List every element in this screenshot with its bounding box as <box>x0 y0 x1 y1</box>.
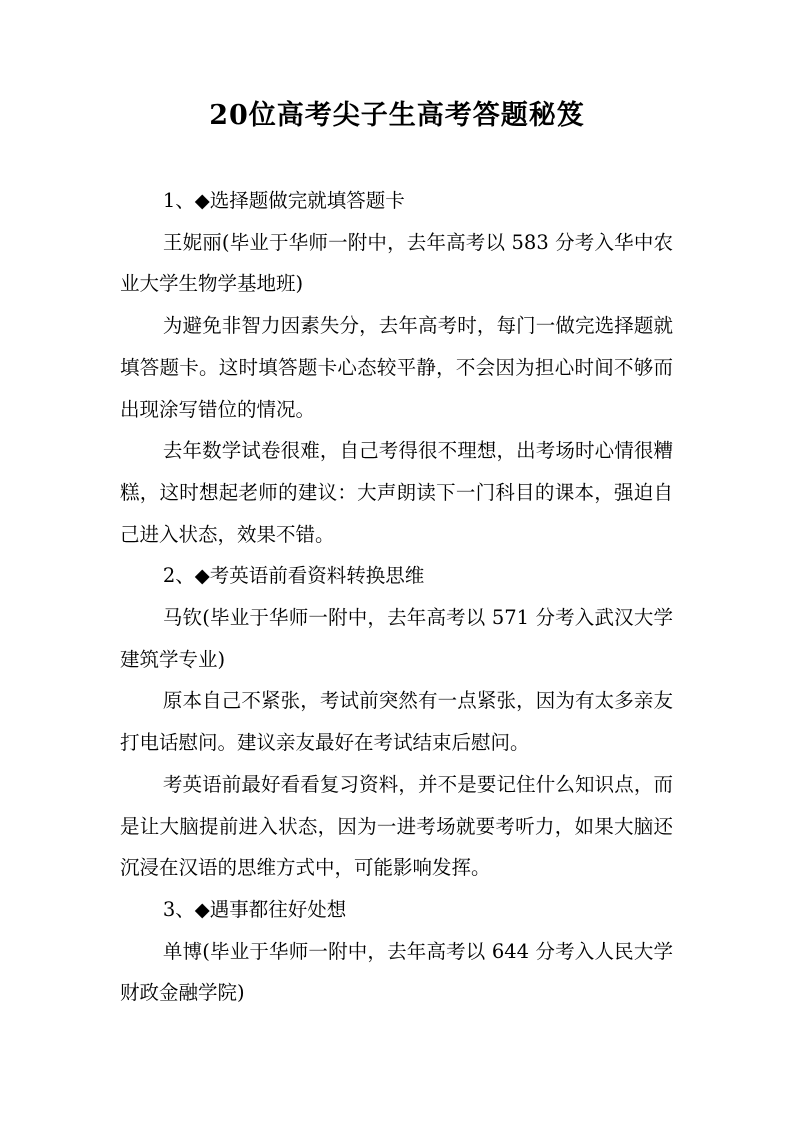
paragraph-author-3: 单博(毕业于华师一附中，去年高考以 644 分考入人民大学财政金融学院) <box>120 939 673 1005</box>
paragraph: 原本自己不紧张，考试前突然有一点紧张，因为有太多亲友打电话慰问。建议亲友最好在考试结束后慰问。 <box>120 689 673 755</box>
section-heading-2: 2、◆考英语前看资料转换思维 <box>162 564 425 588</box>
paragraph: 为避免非智力因素失分，去年高考时，每门一做完选择题就填答题卡。这时填答题卡心态较平静，不会因为担心时间不够而出现涂写错位的情况。 <box>120 314 673 421</box>
paragraph-author-2: 马钦(毕业于华师一附中，去年高考以 571 分考入武汉大学建筑学专业) <box>120 606 673 671</box>
section-heading-1: 1、◆选择题做完就填答题卡 <box>162 189 405 212</box>
paragraph: 去年数学试卷很难，自己考得很不理想，出考场时心情很糟糕，这时想起老师的建议：大声朗读下一门科目的课本，强迫自己进入状态，效果不错。 <box>120 439 673 546</box>
paragraph-author-1: 王妮丽(毕业于华师一附中，去年高考以 583 分考入华中农业大学生物学基地班) <box>120 230 673 296</box>
document-body <box>120 180 673 1014</box>
section-heading-3: 3、◆遇事都往好处想 <box>162 897 347 921</box>
document-title: 20位高考尖子生高考答题秘笈 <box>209 100 585 131</box>
paragraph: 考英语前最好看看复习资料，并不是要记住什么知识点，而是让大脑提前进入状态，因为一进考场就要考听力，如果大脑还沉浸在汉语的思维方式中，可能影响发挥。 <box>120 772 673 880</box>
